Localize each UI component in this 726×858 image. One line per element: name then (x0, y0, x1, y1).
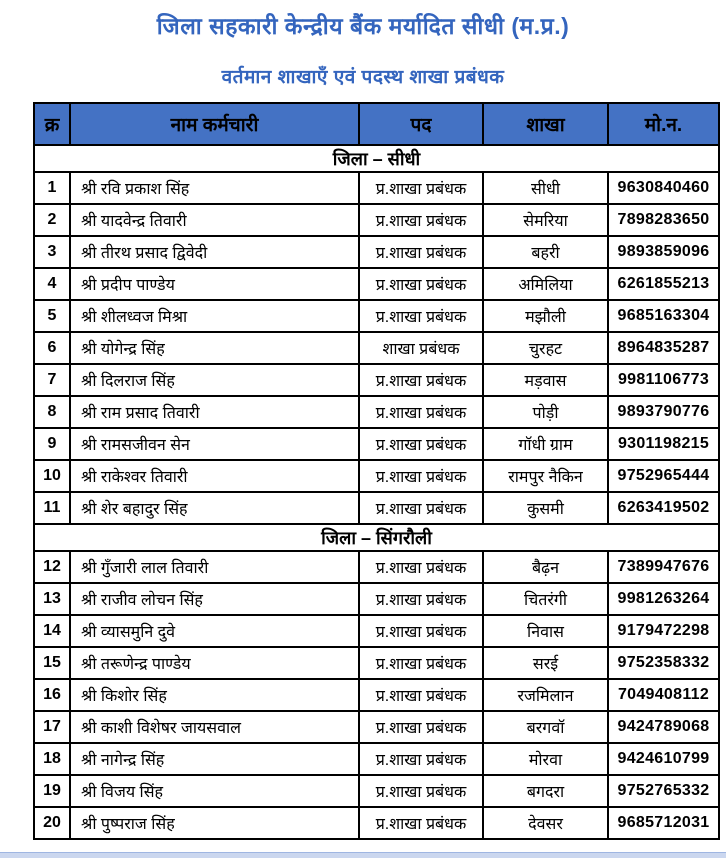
cell-post: प्र.शाखा प्रबंधक (359, 364, 483, 396)
cell-name: श्री शेर बहादुर सिंह (70, 492, 359, 524)
cell-sno: 5 (34, 300, 70, 332)
cell-branch: बगदरा (483, 775, 608, 807)
table-row (34, 551, 719, 583)
page-title: जिला सहकारी केन्द्रीय बैंक मर्यादित सीधी (म.प्र.) (156, 13, 570, 39)
cell-name: श्री तरूणेन्द्र पाण्डेय (70, 647, 359, 679)
section-label: जिला – सीधी (34, 145, 719, 172)
table-row (34, 492, 719, 524)
cell-branch: बरगवॉ (483, 711, 608, 743)
cell-mobile: 9424789068 (608, 711, 719, 743)
cell-sno: 7 (34, 364, 70, 396)
column-header-branch: शाखा (483, 103, 608, 145)
branch-managers-table (33, 102, 720, 840)
cell-mobile: 9685163304 (608, 300, 719, 332)
cell-branch: देवसर (483, 807, 608, 839)
bottom-page-strip (0, 852, 726, 858)
cell-branch: अमिलिया (483, 268, 608, 300)
cell-sno: 20 (34, 807, 70, 839)
cell-branch: बैढ़न (483, 551, 608, 583)
cell-sno: 10 (34, 460, 70, 492)
cell-mobile: 8964835287 (608, 332, 719, 364)
table-row (34, 711, 719, 743)
cell-branch: मोरवा (483, 743, 608, 775)
cell-branch: सीधी (483, 172, 608, 204)
table-row (34, 428, 719, 460)
cell-sno: 18 (34, 743, 70, 775)
cell-post: प्र.शाखा प्रबंधक (359, 551, 483, 583)
cell-post: प्र.शाखा प्रबंधक (359, 428, 483, 460)
cell-sno: 12 (34, 551, 70, 583)
cell-sno: 14 (34, 615, 70, 647)
table-body (34, 145, 719, 839)
cell-name: श्री शीलध्वज मिश्रा (70, 300, 359, 332)
cell-name: श्री गुँजारी लाल तिवारी (70, 551, 359, 583)
cell-sno: 3 (34, 236, 70, 268)
cell-sno: 16 (34, 679, 70, 711)
cell-mobile: 9301198215 (608, 428, 719, 460)
cell-sno: 17 (34, 711, 70, 743)
page-subtitle: वर्तमान शाखाएँ एवं पदस्थ शाखा प्रबंधक (221, 67, 505, 88)
table-row (34, 775, 719, 807)
table-row (34, 396, 719, 428)
cell-branch: रामपुर नैकिन (483, 460, 608, 492)
cell-name: श्री विजय सिंह (70, 775, 359, 807)
cell-mobile: 9893859096 (608, 236, 719, 268)
section-row (34, 524, 719, 551)
section-row (34, 145, 719, 172)
cell-name: श्री काशी विशेषर जायसवाल (70, 711, 359, 743)
table-row (34, 204, 719, 236)
cell-mobile: 9893790776 (608, 396, 719, 428)
cell-post: प्र.शाखा प्रबंधक (359, 711, 483, 743)
cell-name: श्री राकेश्वर तिवारी (70, 460, 359, 492)
table-row (34, 743, 719, 775)
cell-mobile: 9752765332 (608, 775, 719, 807)
cell-branch: गॉधी ग्राम (483, 428, 608, 460)
cell-branch: सरई (483, 647, 608, 679)
cell-post: प्र.शाखा प्रबंधक (359, 743, 483, 775)
cell-sno: 15 (34, 647, 70, 679)
header-row (34, 103, 719, 145)
cell-mobile: 9752358332 (608, 647, 719, 679)
cell-post: प्र.शाखा प्रबंधक (359, 460, 483, 492)
table-row (34, 268, 719, 300)
cell-sno: 2 (34, 204, 70, 236)
table-row (34, 615, 719, 647)
cell-sno: 11 (34, 492, 70, 524)
table-row (34, 807, 719, 839)
column-header-sno: क्र (34, 103, 70, 145)
table-row (34, 300, 719, 332)
cell-mobile: 9981263264 (608, 583, 719, 615)
column-header-name: नाम कर्मचारी (70, 103, 359, 145)
cell-branch: बहरी (483, 236, 608, 268)
cell-sno: 19 (34, 775, 70, 807)
cell-post: प्र.शाखा प्रबंधक (359, 492, 483, 524)
cell-mobile: 9179472298 (608, 615, 719, 647)
cell-mobile: 7898283650 (608, 204, 719, 236)
cell-branch: निवास (483, 615, 608, 647)
table-row (34, 583, 719, 615)
cell-branch: चुरहट (483, 332, 608, 364)
section-label: जिला – सिंगरौली (34, 524, 719, 551)
cell-name: श्री योगेन्द्र सिंह (70, 332, 359, 364)
cell-name: श्री रवि प्रकाश सिंह (70, 172, 359, 204)
cell-post: प्र.शाखा प्रबंधक (359, 775, 483, 807)
cell-post: प्र.शाखा प्रबंधक (359, 268, 483, 300)
cell-name: श्री यादवेन्द्र तिवारी (70, 204, 359, 236)
column-header-post: पद (359, 103, 483, 145)
cell-name: श्री दिलराज सिंह (70, 364, 359, 396)
cell-branch: मझौली (483, 300, 608, 332)
table-row (34, 679, 719, 711)
cell-name: श्री व्यासमुनि दुवे (70, 615, 359, 647)
cell-name: श्री तीरथ प्रसाद द्विवेदी (70, 236, 359, 268)
table-row (34, 460, 719, 492)
cell-post: प्र.शाखा प्रबंधक (359, 396, 483, 428)
cell-name: श्री किशोर सिंह (70, 679, 359, 711)
cell-post: प्र.शाखा प्रबंधक (359, 679, 483, 711)
cell-sno: 8 (34, 396, 70, 428)
cell-sno: 1 (34, 172, 70, 204)
cell-mobile: 6261855213 (608, 268, 719, 300)
table-row (34, 172, 719, 204)
cell-branch: कुसमी (483, 492, 608, 524)
cell-post: प्र.शाखा प्रबंधक (359, 236, 483, 268)
cell-mobile: 6263419502 (608, 492, 719, 524)
cell-branch: चितरंगी (483, 583, 608, 615)
cell-branch: पोड़ी (483, 396, 608, 428)
cell-name: श्री पुष्पराज सिंह (70, 807, 359, 839)
cell-sno: 4 (34, 268, 70, 300)
table-row (34, 236, 719, 268)
cell-name: श्री प्रदीप पाण्डेय (70, 268, 359, 300)
cell-name: श्री राजीव लोचन सिंह (70, 583, 359, 615)
cell-name: श्री राम प्रसाद तिवारी (70, 396, 359, 428)
table-row (34, 364, 719, 396)
cell-post: प्र.शाखा प्रबंधक (359, 807, 483, 839)
cell-branch: रजमिलान (483, 679, 608, 711)
cell-mobile: 9685712031 (608, 807, 719, 839)
cell-sno: 13 (34, 583, 70, 615)
cell-post: प्र.शाखा प्रबंधक (359, 583, 483, 615)
cell-mobile: 9630840460 (608, 172, 719, 204)
cell-post: प्र.शाखा प्रबंधक (359, 172, 483, 204)
cell-mobile: 7389947676 (608, 551, 719, 583)
cell-branch: सेमरिया (483, 204, 608, 236)
table-header (34, 103, 719, 145)
cell-name: श्री रामसजीवन सेन (70, 428, 359, 460)
cell-post: प्र.शाखा प्रबंधक (359, 647, 483, 679)
cell-post: प्र.शाखा प्रबंधक (359, 300, 483, 332)
table-row (34, 647, 719, 679)
cell-sno: 9 (34, 428, 70, 460)
cell-branch: मड़वास (483, 364, 608, 396)
cell-post: प्र.शाखा प्रबंधक (359, 204, 483, 236)
cell-post: शाखा प्रबंधक (359, 332, 483, 364)
cell-mobile: 7049408112 (608, 679, 719, 711)
column-header-mobile: मो.न. (608, 103, 719, 145)
cell-mobile: 9981106773 (608, 364, 719, 396)
table-row (34, 332, 719, 364)
cell-mobile: 9424610799 (608, 743, 719, 775)
cell-name: श्री नागेन्द्र सिंह (70, 743, 359, 775)
cell-post: प्र.शाखा प्रबंधक (359, 615, 483, 647)
cell-mobile: 9752965444 (608, 460, 719, 492)
cell-sno: 6 (34, 332, 70, 364)
